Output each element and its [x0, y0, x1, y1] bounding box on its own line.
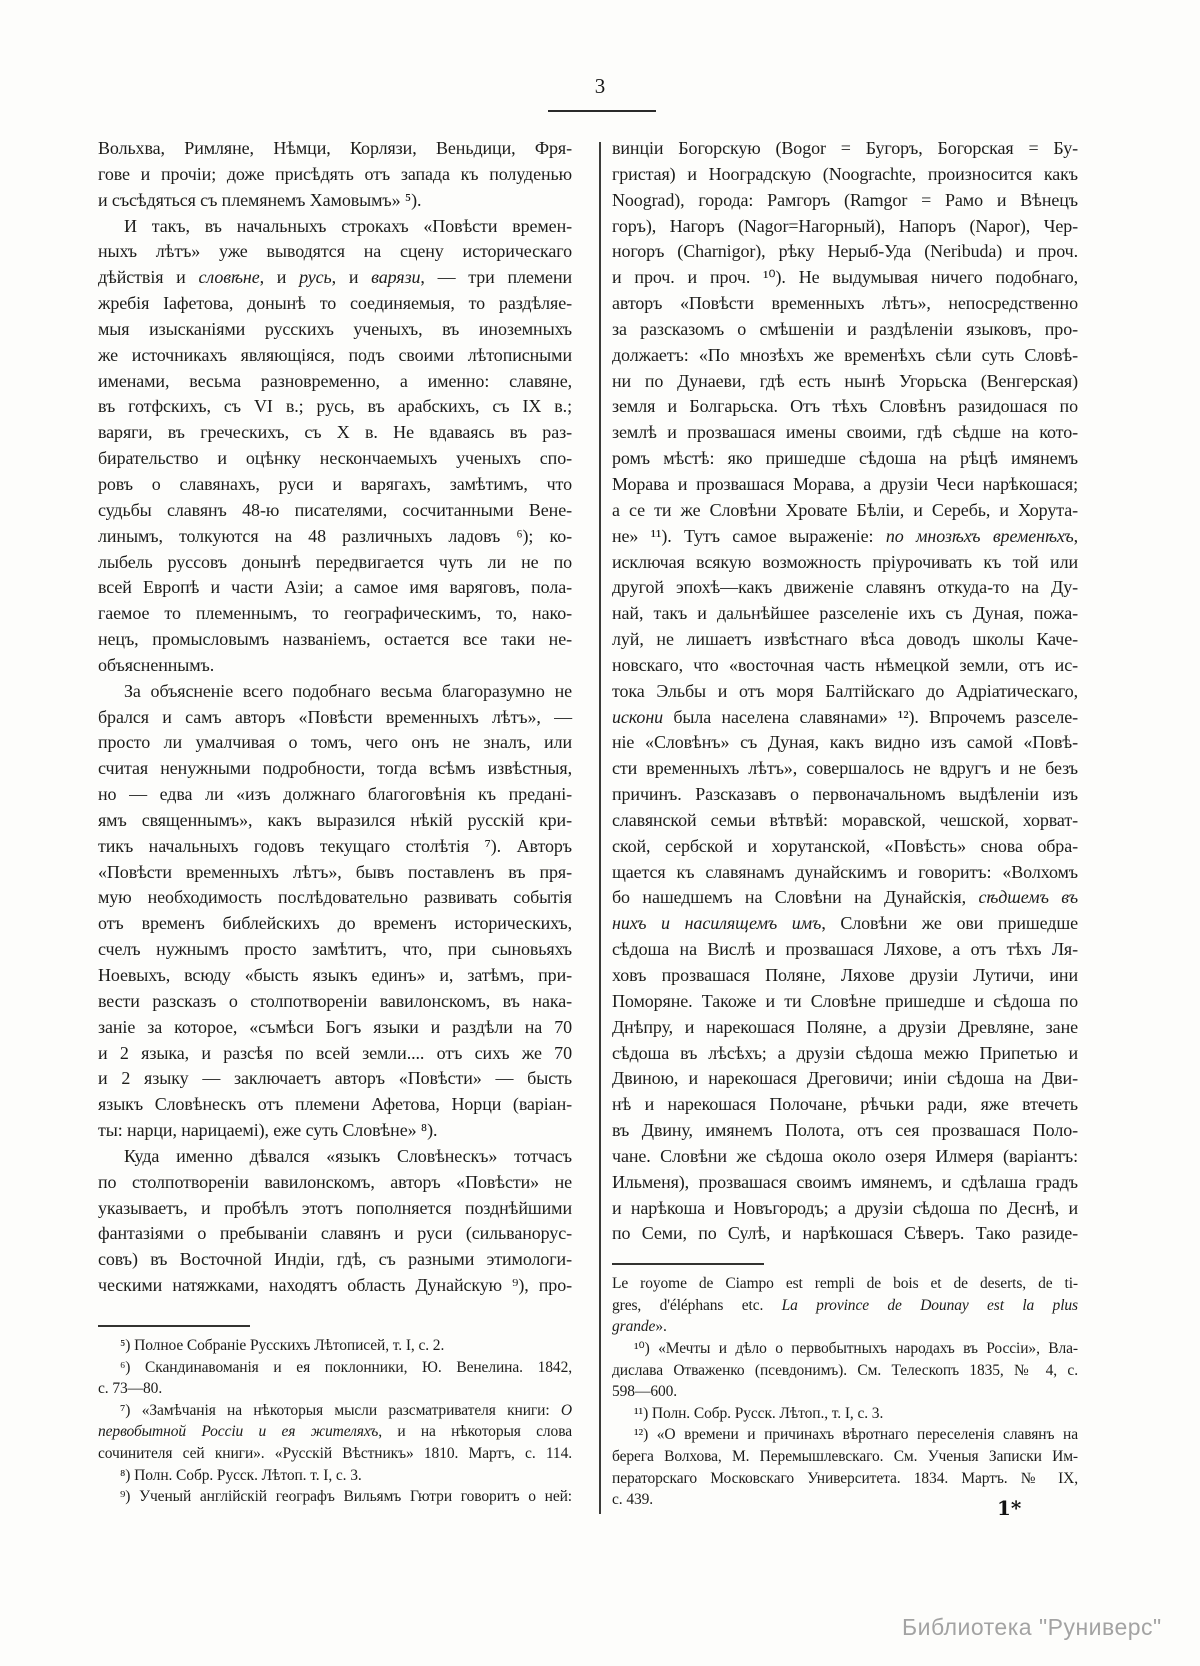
- text-line: с. 439.: [612, 1491, 654, 1509]
- text-line: гристая) и Нооградскую (Noograchte, произносится какъ: [612, 163, 1078, 184]
- text-line: дѣйствія и словѣне, и русь, и варязи, — три племени: [98, 267, 573, 288]
- text-line: линымъ, толкуются на 48 различныхъ ладовъ ⁶); ко-: [98, 525, 572, 546]
- text-line: ⁶) Скандинавоманія и ея поклонники, Ю. Венелина. 1842,: [120, 1358, 572, 1376]
- text-line: совъ) въ Восточной Индіи, гдѣ, съ разными этимологи-: [98, 1249, 572, 1270]
- text-line: ператорскаго Московскаго Университета. 1834. Мартъ. № IX,: [612, 1469, 1078, 1487]
- text-line: земля и Болгарьска. Отъ тѣхъ Словѣнъ разидошася по: [612, 396, 1078, 417]
- text-line: ⁸) Полн. Собр. Русск. Лѣтоп. т. I, с. 3.: [120, 1466, 362, 1484]
- text-line: заніе за которое, «съмѣси Богъ языки и раздѣли на 70: [98, 1016, 572, 1037]
- signature-mark: 1*: [997, 1496, 1022, 1520]
- text-line: бирательство и оцѣнку нескончаемыхъ ученыхъ спо-: [98, 448, 572, 469]
- text-line: гове и прочіи; доже присѣдять отъ запада къ полуденью: [98, 163, 572, 184]
- text-line: Ильменя), прозвашася своимъ имянемъ, и сдѣлаша градъ: [612, 1171, 1078, 1192]
- text-line: указываетъ, и пробѣлъ этотъ пополняется позднѣйшими: [98, 1197, 572, 1218]
- paragraph: [98, 136, 572, 214]
- left-column-body: [98, 136, 572, 1299]
- text-line: варяги, въ греческихъ, съ X в. Не вдаваясь въ раз-: [98, 422, 572, 443]
- right-column: [612, 136, 1078, 1511]
- text-line: ромъ мѣстѣ: яко пришедше сѣдоша на рѣцѣ имянемъ: [612, 448, 1078, 469]
- text-line: с. 73—80.: [98, 1380, 163, 1398]
- footnote: [612, 1338, 1078, 1403]
- text-line: и 2 языку — заключаетъ авторъ «Повѣсти» — бысть: [98, 1068, 572, 1089]
- text-line: grande».: [612, 1318, 667, 1336]
- text-line: фантазіями о пребываніи славянъ и руси (сильванорус-: [98, 1223, 572, 1244]
- text-line: чане. Словѣни же сѣдоша около озеря Илмеря (варіантъ:: [612, 1145, 1078, 1166]
- footnote: [98, 1400, 572, 1465]
- text-line: ты: нарци, нарицаемі), еже суть Словѣне» ⁸).: [98, 1120, 438, 1141]
- text-line: Двиною, и нарекошася Дреговичи; иніи сѣдоша на Дви-: [612, 1068, 1078, 1089]
- text-line: языкъ Словѣнескъ отъ племени Афетова, Норци (варіан-: [98, 1094, 572, 1115]
- text-line: искони была населена славянами» ¹²). Впрочемъ разселе-: [612, 706, 1078, 727]
- text-line: ногоръ (Charnigor), рѣку Нерыб-Уда (Neribuda) и проч.: [612, 241, 1078, 262]
- text-line: дислава Отваженко (псевдонимъ). См. Телескопъ 1835, № 4, с.: [612, 1361, 1078, 1379]
- right-column-footnotes: [612, 1273, 1078, 1511]
- text-line: въ готфскихъ, съ VI в.; русь, въ арабскихъ, съ IX в.;: [98, 396, 572, 417]
- text-line: и 2 языка, и разсѣя по всей земли.... отъ сихъ же 70: [98, 1042, 572, 1063]
- footnote: [612, 1403, 1078, 1425]
- text-line: первобытной Россіи и ея жителяхъ, и на нѣкоторыя слова: [98, 1423, 572, 1441]
- text-line: ховъ прозвашася Поляне, Ляхове друзіи Лутичи, ини: [612, 965, 1078, 985]
- text-line: бо нашедшемъ на Словѣни на Дунайскія, сѣдшемъ въ: [612, 887, 1078, 908]
- paragraph: [98, 214, 572, 679]
- column-divider: [599, 142, 601, 1514]
- text-line: ¹¹) Полн. Собр. Русск. Лѣтоп., т. I, с. 3.: [634, 1404, 884, 1422]
- text-line: Ноевыхъ, всюду «бысть языкъ единъ» и, затѣмъ, при-: [98, 965, 572, 985]
- text-line: нецъ, промысловымъ названіемъ, остается все таки не-: [98, 629, 572, 650]
- text-line: ской, сербской и хорутанской, «Повѣсть» снова обра-: [612, 835, 1078, 856]
- text-line: тока Эльбы и отъ моря Балтійскаго до Адріатическаго,: [612, 680, 1078, 701]
- text-line: должаетъ: «По мнозѣхъ же временѣхъ сѣли суть Словѣ-: [612, 344, 1078, 365]
- text-line: по столпотвореніи вавилонскомъ, авторъ «Повѣсти» не: [98, 1171, 572, 1192]
- text-line: сѣдоша въ лѣсѣхъ; а друзіи сѣдоша межю Припетью и: [612, 1042, 1078, 1063]
- text-line: исключая всякую возможность пріурочивать къ той или: [612, 551, 1078, 572]
- text-line: Куда именно дѣвался «языкъ Словѣнескъ» тотчасъ: [124, 1145, 572, 1166]
- text-line: тикъ начальныхъ годовъ текущаго столѣтія ⁷). Авторъ: [98, 835, 572, 856]
- paragraph: [98, 1144, 572, 1299]
- text-line: Поморяне. Такоже и ти Словѣне пришедше и сѣдоша по: [612, 990, 1078, 1011]
- text-line: луй, не лишаетъ извѣстнаго вѣса доводъ школы Каче-: [612, 629, 1078, 650]
- footnote: [612, 1273, 1078, 1338]
- text-line: ніе «Словѣнъ» съ Дуная, какъ видно изъ самой «Повѣ-: [612, 732, 1078, 753]
- library-watermark: Библиотека "Руниверс": [902, 1614, 1162, 1640]
- text-line: ¹²) «О времени и причинахъ вѣротнаго переселенія славянъ на: [634, 1426, 1078, 1444]
- paragraph: [612, 136, 1078, 1247]
- text-line: Днѣпру, и нарекошася Поляне, а друзіи Древляне, зане: [612, 1016, 1078, 1037]
- text-line: ⁵) Полное Собраніе Русскихъ Лѣтописей, т. I, с. 2.: [120, 1336, 445, 1354]
- text-line: счелъ нужнымъ просто замѣтитъ, что, при сыновьяхъ: [98, 939, 572, 960]
- text-line: же источникахъ являющіяся, подъ своими лѣтописными: [98, 344, 572, 365]
- text-line: не» ¹¹). Тутъ самое выраженіе: по мнозѣхъ временѣхъ,: [612, 525, 1078, 546]
- text-line: За объясненіе всего подобнаго весьма благоразумно не: [124, 680, 572, 701]
- text-line: ¹⁰) «Мечты и дѣло о первобытныхъ народахъ въ Россіи», Вла-: [634, 1340, 1078, 1358]
- text-line: мую необходимость послѣдовательно развивать событія: [98, 887, 572, 908]
- text-line: въ Двину, имянемъ Полота, отъ сея прозвашася Поло-: [612, 1120, 1078, 1141]
- text-line: нѣ и нарекошася Полочане, рѣчьки ради, яже втечеть: [612, 1094, 1078, 1115]
- text-line: всей Европѣ и части Азіи; а самое имя варяговъ, пола-: [98, 577, 572, 598]
- text-line: сти временныхъ лѣтъ», совершалось не вдругъ и не безъ: [612, 758, 1078, 779]
- footnote-separator-left: [98, 1325, 250, 1327]
- text-line: землѣ и прозвашася имены своими, гдѣ сѣдше на кото-: [612, 422, 1078, 443]
- text-line: но — едва ли «изъ должнаго благоговѣнія къ предані-: [98, 784, 572, 805]
- text-line: берега Волхова, М. Перемышлевскаго. См. Ученыя Записки Им-: [612, 1448, 1078, 1466]
- text-line: винціи Богорскую (Bogor = Бугоръ, Богорская = Бу-: [612, 138, 1078, 158]
- text-line: най, такъ и дальнѣйшее разселеніе ихъ съ Дуная, пожа-: [612, 603, 1078, 624]
- footnote: [98, 1357, 572, 1400]
- text-line: 598—600.: [612, 1383, 678, 1401]
- text-line: нихъ и насилящемъ имъ, Словѣни же ови пришедше: [612, 913, 1079, 934]
- text-line: именами, весьма разновременно, а именно: славяне,: [98, 370, 572, 391]
- text-line: Морава и прозвашася Морава, а друзіи Чеси нарѣкошася;: [612, 473, 1078, 494]
- text-line: «Повѣсти временныхъ лѣтъ», бывъ поставленъ въ пря-: [98, 861, 572, 882]
- text-line: ческими натяжками, находятъ область Дунайскую ⁹), про-: [98, 1275, 572, 1296]
- text-line: отъ временъ библейскихъ до временъ историческихъ,: [98, 913, 572, 934]
- text-line: жребія Іафетова, донынѣ то соединяемыя, то раздѣляе-: [98, 293, 572, 314]
- text-line: сѣдоша на Вислѣ и прозвашася Ляхове, а отъ тѣхъ Ля-: [612, 939, 1078, 960]
- text-line: авторъ «Повѣсти временныхъ лѣтъ», непосредственно: [612, 293, 1078, 314]
- right-column-body: [612, 136, 1078, 1247]
- text-line: гаемое то племеннымъ, то географическимъ, то, нако-: [98, 603, 572, 624]
- text-line: сочинителя сей книги». «Русскій Вѣстникъ» 1810. Мартъ, с. 114.: [98, 1444, 572, 1462]
- text-line: и нарѣкоша и Новъгородъ; а друзіи сѣдоша по Деснѣ, и: [612, 1197, 1078, 1218]
- text-line: и проч. и проч. ¹⁰). Не выдумывая ничего подобнаго,: [612, 267, 1078, 288]
- page-number-rule: [548, 110, 656, 112]
- footnote: [98, 1335, 572, 1357]
- text-line: Noograd), города: Рамгоръ (Ramgor = Рамо и Вѣнецъ: [612, 189, 1078, 210]
- footnote: [98, 1465, 572, 1487]
- text-line: а се ти же Словѣни Хровате Бѣліи, и Серебь, и Хорута-: [612, 499, 1078, 520]
- text-line: объясненнымъ.: [98, 654, 215, 675]
- text-line: gres, d'éléphans etc. La province de Dounay est la plus: [612, 1296, 1078, 1314]
- text-line: новскаго, что «восточная часть нѣмецкой земли, отъ ис-: [612, 654, 1078, 675]
- text-line: Le royome de Ciampo est rempli de bois et de deserts, de ti-: [612, 1275, 1078, 1293]
- text-line: брался и самъ авторъ «Повѣсти временныхъ лѣтъ», —: [98, 706, 572, 727]
- text-line: ямъ священнымъ», какъ выразился нѣкій русскій кри-: [98, 809, 572, 830]
- text-line: лыбель руссовъ донынѣ передвигается чуть ли не по: [98, 551, 572, 572]
- text-line: по Семи, по Сулѣ, и нарѣкошася Сѣверъ. Тако разиде-: [612, 1223, 1078, 1244]
- text-line: судьбы славянъ 48-ю писателями, сосчитанными Вене-: [98, 499, 572, 520]
- text-line: ни по Дунаеви, гдѣ есть нынѣ Угорьска (Венгерская): [612, 370, 1078, 391]
- text-line: славянской семьи вѣтвѣй: моравской, чешской, хорват-: [612, 809, 1078, 830]
- text-line: ровъ о славянахъ, руси и варягахъ, замѣтимъ, что: [98, 473, 572, 494]
- text-line: просто ли умалчивая о томъ, чего онъ не зналъ, или: [98, 732, 572, 753]
- text-line: причинъ. Разсказавъ о первоначальномъ выдѣленіи изъ: [612, 784, 1078, 805]
- text-line: и съсѣдяться съ племянемъ Хамовымъ» ⁵).: [98, 189, 422, 210]
- page-number: 3: [594, 74, 606, 98]
- text-line: мыя изысканіями русскихъ ученыхъ, въ иноземныхъ: [98, 318, 572, 339]
- text-line: И такъ, въ начальныхъ строкахъ «Повѣсти времен-: [124, 215, 572, 236]
- footnote: [98, 1486, 572, 1508]
- paragraph: [98, 679, 572, 1144]
- text-line: ныхъ лѣтъ» уже выводятся на сцену историческаго: [98, 241, 572, 262]
- footnote-separator-right: [612, 1263, 764, 1265]
- text-line: горъ), Нагоръ (Nagor=Нагорный), Напоръ (Napor), Чер-: [612, 215, 1078, 236]
- text-line: щается къ славянамъ дунайскимъ и говоритъ: «Волхомъ: [612, 861, 1078, 882]
- text-line: Вольхва, Римляне, Нѣмци, Корлязи, Веньдици, Фря-: [98, 138, 572, 158]
- text-line: считая ненужными подробности, тогда всѣмъ извѣстныя,: [98, 758, 572, 779]
- text-line: ⁹) Ученый англійскій географъ Вильямъ Гютри говоритъ о ней:: [120, 1488, 572, 1506]
- text-line: за разсказомъ о смѣшеніи и раздѣленіи языковъ, про-: [612, 318, 1078, 339]
- left-column: [98, 136, 572, 1508]
- text-line: вести разсказъ о столпотвореніи вавилонскомъ, въ нака-: [98, 990, 572, 1011]
- left-column-footnotes: [98, 1335, 572, 1508]
- text-line: другой эпохѣ—какъ движеніе славянъ откуда-то на Ду-: [612, 577, 1078, 598]
- text-line: ⁷) «Замѣчанія на нѣкоторыя мысли разсматривателя книги: О: [120, 1401, 572, 1419]
